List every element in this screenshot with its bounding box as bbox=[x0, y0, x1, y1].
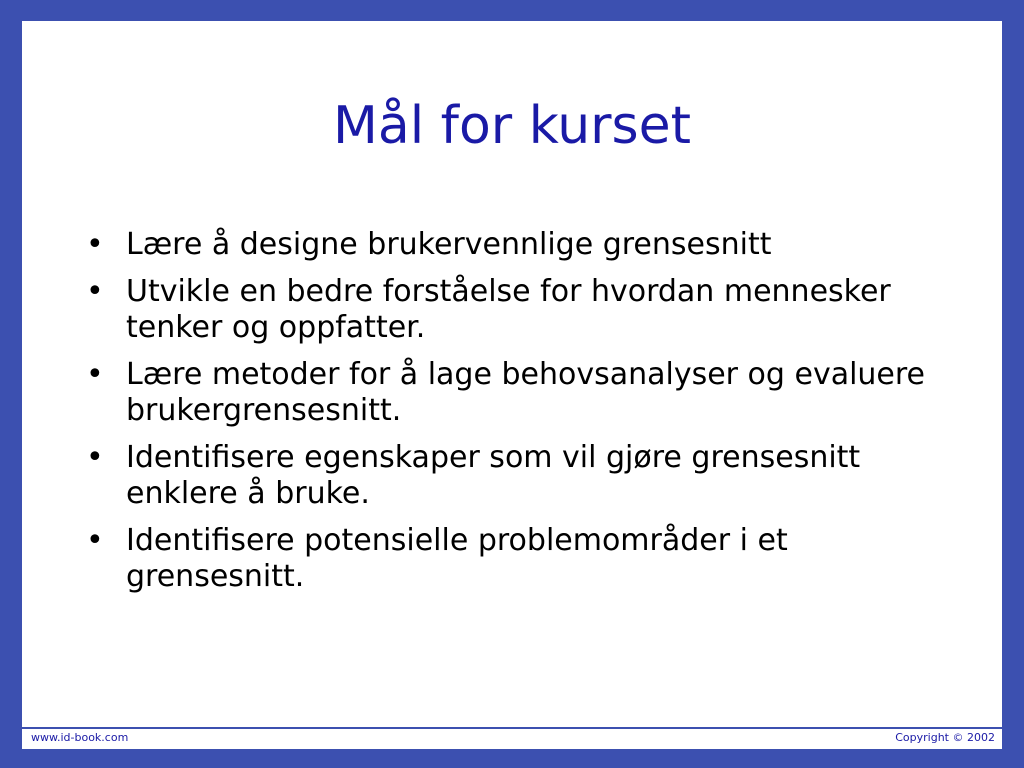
bullet-text: Lære metoder for å lage behovsanalyser og evaluere brukergrensesnitt. bbox=[126, 357, 926, 428]
bullet-list bbox=[86, 227, 946, 606]
bullet-icon: • bbox=[86, 274, 104, 309]
bullet-item bbox=[86, 523, 946, 595]
bullet-item bbox=[86, 227, 946, 263]
footer-copyright: Copyright © 2002 bbox=[895, 731, 995, 744]
bullet-item bbox=[86, 357, 946, 429]
bullet-text: Utvikle en bedre forståelse for hvordan mennesker tenker og oppfatter. bbox=[126, 274, 891, 345]
bullet-icon: • bbox=[86, 440, 104, 475]
bullet-item bbox=[86, 440, 946, 512]
bullet-icon: • bbox=[86, 357, 104, 392]
slide-footer bbox=[22, 727, 1002, 749]
bullet-text: Identifisere potensielle problemområder i et grensesnitt. bbox=[126, 523, 788, 594]
bullet-icon: • bbox=[86, 523, 104, 558]
footer-website-link[interactable]: www.id-book.com bbox=[31, 731, 129, 744]
slide-title: Mål for kurset bbox=[332, 96, 692, 156]
bullet-text: Lære å designe brukervennlige grensesnitt bbox=[126, 227, 772, 262]
bullet-item bbox=[86, 274, 946, 346]
bullet-icon: • bbox=[86, 227, 104, 262]
bullet-text: Identifisere egenskaper som vil gjøre grensesnitt enklere å bruke. bbox=[126, 440, 861, 511]
